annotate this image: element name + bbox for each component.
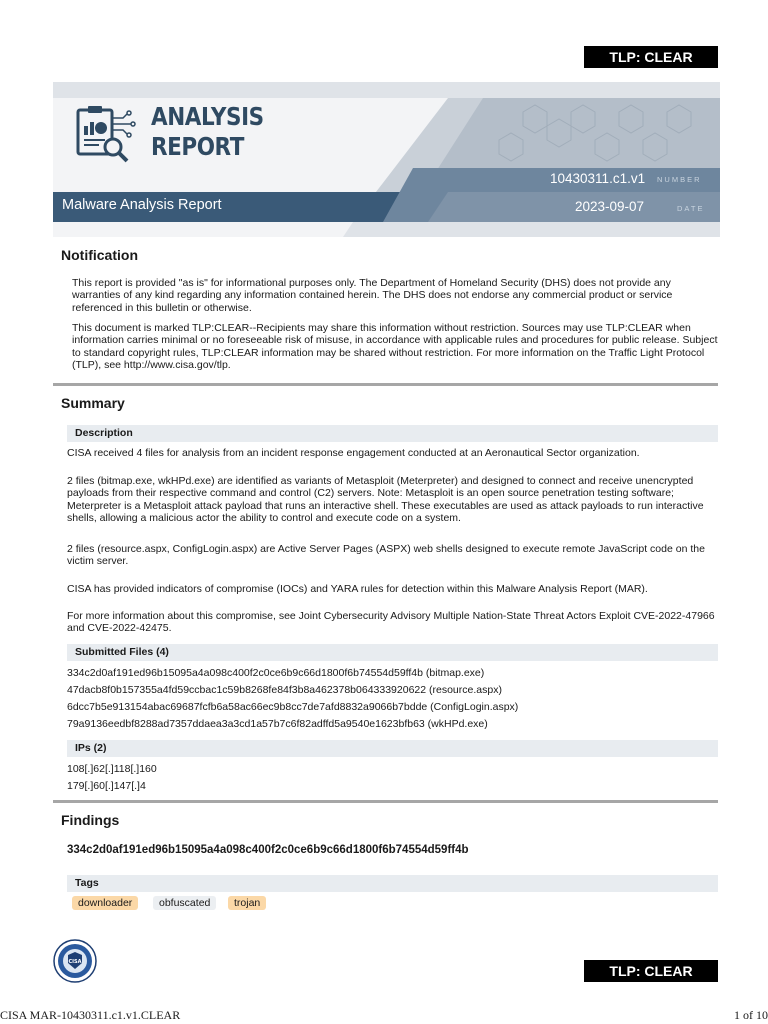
summary-paragraph-3: 2 files (resource.aspx, ConfigLogin.aspx) are Active Server Pages (ASPX) web shells designed to execute remote JavaScript code on the victim server. (67, 543, 705, 568)
summary-paragraph-1: CISA received 4 files for analysis from an incident response engagement conducted at an Aeronautical Sector organization. (67, 447, 640, 459)
section-divider (53, 383, 718, 386)
tag-badge: downloader (72, 896, 138, 910)
submitted-files-label: Submitted Files (4) (75, 646, 169, 658)
tags-subheading (67, 875, 718, 892)
banner-title-line-2: REPORT (151, 132, 244, 161)
ips-subheading (67, 740, 718, 757)
submitted-file-item: 79a9136eedbf8288ad7357ddaea3a3cd1a57b7c6f82adffd5a9540e1623bfb63 (wkHPd.exe) (67, 718, 488, 730)
summary-paragraph-4: CISA has provided indicators of compromise (IOCs) and YARA rules for detection within this Malware Analysis Report (MAR). (67, 583, 648, 595)
notification-heading: Notification (61, 247, 138, 263)
submitted-file-item: 47dacb8f0b157355a4fd59ccbac1c59b8268fe84f3b8a462378b064333920622 (resource.aspx) (67, 684, 502, 696)
analysis-report-icon (75, 104, 137, 166)
report-date: 2023-09-07 (575, 199, 645, 214)
svg-text:CISA: CISA (68, 959, 82, 965)
findings-heading: Findings (61, 812, 120, 828)
section-divider (53, 800, 718, 803)
tlp-marking-bottom: TLP: CLEAR (584, 960, 718, 982)
report-number-label: NUMBER (657, 175, 702, 184)
footer-page-number: 1 of 10 (734, 1008, 768, 1022)
ips-label: IPs (2) (75, 742, 107, 754)
cisa-seal-icon (53, 939, 97, 983)
report-banner (53, 82, 720, 237)
summary-paragraph-5: For more information about this compromise, see Joint Cybersecurity Advisory Multiple Nation-State Threat Actors Exploit CVE-2022-47966 and CVE-2022-42475. (67, 610, 715, 635)
submitted-file-item: 334c2d0af191ed96b15095a4a098c400f2c0ce6b9c66d1800f6b74554d59ff4b (bitmap.exe) (67, 667, 485, 679)
banner-subtitle: Malware Analysis Report (62, 197, 222, 213)
summary-heading: Summary (61, 395, 125, 411)
tlp-marking-top: TLP: CLEAR (584, 46, 718, 68)
banner-title-line-1: ANALYSIS (151, 102, 264, 131)
tag-badge: obfuscated (153, 896, 216, 910)
footer-document-id: CISA MAR-10430311.c1.v1.CLEAR (0, 1008, 181, 1022)
summary-paragraph-2: 2 files (bitmap.exe, wkHPd.exe) are identified as variants of Metasploit (Meterpreter) and designed to connect and receive unencrypted payloads from their respective command and control (C2) servers. Note: Metasploit is an open source penetration testing software; Meterpreter is a Metasploit attack payload that runs an interactive shell. These executables are used as attack payloads to run interactive shells, allowing a malicious actor the ability to control and execute code on a system. (67, 475, 704, 525)
notification-disclaimer: This report is provided "as is" for informational purposes only. The Department of Homeland Security (DHS) does not provide any warranties of any kind regarding any information contained herein. The DHS does not endorse any commercial product or service referenced in this bulletin or otherwise. (72, 277, 673, 314)
banner-title (151, 102, 282, 162)
submitted-file-item: 6dcc7b5e913154abac69687fcfb6a58ac66ec9b8cc7de7afd8832a9066b7bdde (ConfigLogin.aspx) (67, 701, 519, 713)
tag-badge: trojan (228, 896, 266, 910)
findings-file-hash: 334c2d0af191ed96b15095a4a098c400f2c0ce6b9c66d1800f6b74554d59ff4b (67, 844, 469, 856)
description-label: Description (75, 427, 133, 439)
report-date-label: DATE (677, 204, 705, 213)
submitted-files-subheading (67, 644, 718, 661)
report-number: 10430311.c1.v1 (550, 171, 646, 186)
tags-label: Tags (75, 877, 99, 889)
notification-tlp-text: This document is marked TLP:CLEAR--Recipients may share this information without restriction. Sources may use TLP:CLEAR when information carries minimal or no foreseeable risk of misuse, in accordance with applicable rules and procedures for public release. Subject to standard copyright rules, TLP:CLEAR information may be shared without restriction. For more information on the Traffic Light Protocol (TLP), see http://www.cisa.gov/tlp. (72, 322, 718, 372)
ip-item: 179[.]60[.]147[.]4 (67, 780, 146, 792)
description-subheading (67, 425, 718, 442)
ip-item: 108[.]62[.]118[.]160 (67, 763, 157, 775)
